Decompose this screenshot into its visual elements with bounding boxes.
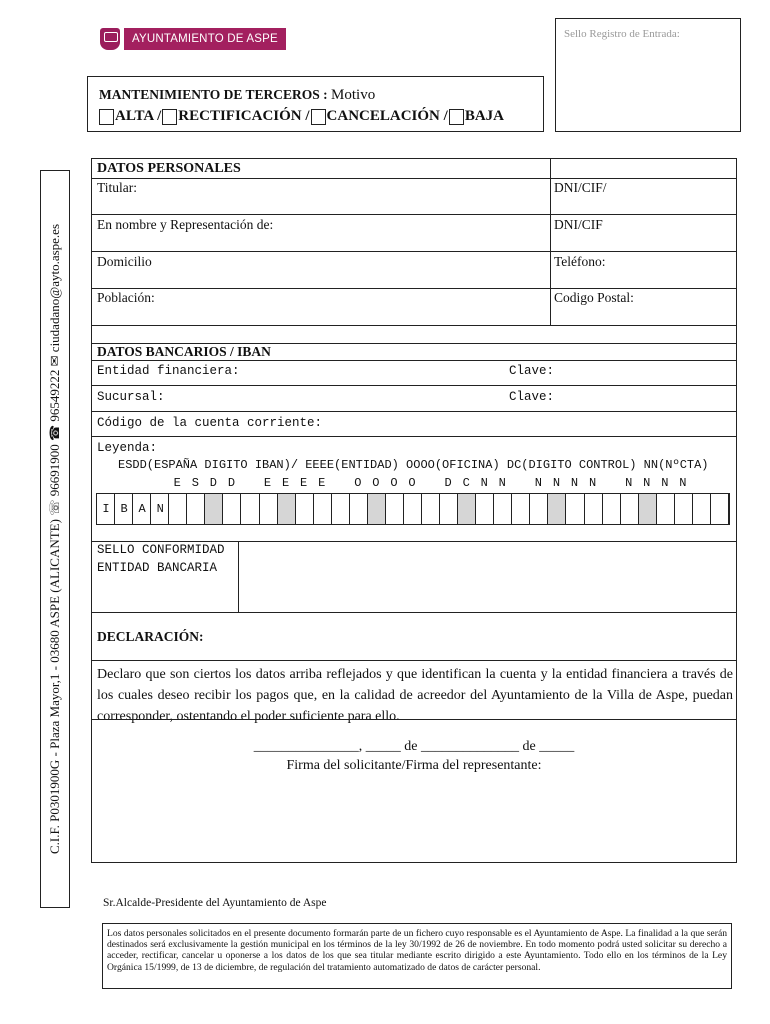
codigo-cuenta-field[interactable]: Código de la cuenta corriente: [97,416,323,430]
iban-cell[interactable] [621,494,639,524]
firma-label: Firma del solicitante/Firma del representante: [286,758,542,773]
iban-legend-letter: E [300,476,308,490]
leyenda-label: Leyenda: [97,441,158,455]
rectificacion-label: RECTIFICACIÓN / [178,108,310,124]
iban-legend-letter: N [679,476,687,490]
iban-cell[interactable] [440,494,458,524]
iban-legend-letter: N [570,476,579,490]
iban-legend-letter: N [625,476,633,490]
iban-legend-letter: N [588,476,597,490]
iban-cell[interactable] [603,494,621,524]
iban-cell[interactable] [548,494,566,524]
iban-cell[interactable] [260,494,278,524]
iban-legend-letter: O [390,476,398,490]
iban-legend-letter: C [462,476,470,490]
iban-legend-letter: O [354,476,362,490]
iban-legend-letter: N [661,476,669,490]
iban-prefix-letter: I [102,502,110,516]
motivo-options [98,108,504,125]
iban-legend-letter: N [480,476,488,490]
dni-cif-field-2[interactable]: DNI/CIF [554,217,603,232]
rectificacion-checkbox[interactable] [162,109,177,125]
cancelacion-label: CANCELACIÓN / [326,108,448,124]
iban-cell[interactable] [530,494,548,524]
iban-cell[interactable] [711,494,729,524]
sello-conformidad-label-2: ENTIDAD BANCARIA [97,561,218,575]
crest-icon [100,28,120,50]
cancelacion-checkbox[interactable] [311,109,326,125]
privacy-notice: Los datos personales solicitados en el presente documento formarán parte de un fichero cuyo responsable es el Ayuntamiento de Aspe. La finalidad a la que serán destinados será exclusivamente la gestión municipal en los términos de la ley 30/1992 de 26 de noviembre. En todo momento podrá usted solicitar su derecho a acceder, rectificar, cancelar u oponerse a los datos de los que sea titular mediante escrito dirigido a este Ayuntamiento. Todo ello en los términos de la Ley Orgánica 15/1999, de 13 de diciembre, de regulación del tratamiento automatizado de datos de carácter personal. [102,923,732,989]
iban-cell[interactable] [296,494,314,524]
leyenda-text: ESDD(ESPAÑA DIGITO IBAN)/ EEEE(ENTIDAD) OOOO(OFICINA) DC(DIGITO CONTROL) NN(NºCTA) [118,458,709,472]
iban-cell[interactable] [657,494,675,524]
sello-conformidad-label-1: SELLO CONFORMIDAD [97,543,225,557]
motivo-label: Motivo [331,87,376,103]
iban-cell[interactable] [241,494,259,524]
iban-cell[interactable] [422,494,440,524]
iban-cell[interactable] [476,494,494,524]
declaracion-text: Declaro que son ciertos los datos arriba reflejados y que identifican la cuenta y la entidad financiera a través de los cuales deseo recibir los pagos que, en la calidad de acreedor del Ayuntamiento de la Villa de Aspe, puedan corresponder, ostentando el poder suficiente para ello. [97,667,733,724]
entidad-financiera-field[interactable]: Entidad financiera: [97,364,240,378]
iban-cell[interactable] [458,494,476,524]
iban-cell[interactable] [278,494,296,524]
iban-legend-letter: E [318,476,326,490]
iban-cell[interactable] [386,494,404,524]
iban-legend-letter: O [408,476,416,490]
alcalde-line: Sr.Alcalde-Presidente del Ayuntamiento de Aspe [103,897,327,909]
poblacion-field[interactable]: Población: [97,290,155,305]
iban-legend-letter: D [444,476,452,490]
logo-text: AYUNTAMIENTO DE ASPE [124,28,286,50]
iban-cell[interactable] [368,494,386,524]
iban-legend-letter: N [534,476,542,490]
iban-cell[interactable] [332,494,350,524]
iban-prefix-letter: A [138,502,146,516]
clave-field-2[interactable]: Clave: [509,390,555,404]
iban-cell[interactable] [314,494,332,524]
iban-cell[interactable] [512,494,530,524]
domicilio-field[interactable]: Domicilio [97,254,152,269]
declaracion-heading: DECLARACIÓN: [97,629,204,644]
iban-cell[interactable] [350,494,368,524]
iban-cell[interactable] [187,494,205,524]
datos-personales-heading: DATOS PERSONALES [97,161,241,176]
representacion-field[interactable]: En nombre y Representación de: [97,217,274,232]
iban-legend-letter: E [173,476,181,490]
logo [100,27,286,51]
baja-checkbox[interactable] [449,109,464,125]
iban-legend-letter: N [498,476,506,490]
iban-legend-letter: E [263,476,272,490]
iban-legend-row [92,475,732,492]
iban-legend-letter: O [372,476,380,490]
iban-cell[interactable] [566,494,584,524]
iban-cell[interactable] [693,494,711,524]
title-line [99,87,375,104]
iban-legend-letter: D [209,476,217,490]
iban-legend-letter: D [227,476,236,490]
iban-cell[interactable] [585,494,603,524]
iban-prefix-letter: N [156,502,164,516]
firma-date-line[interactable]: _______________, _____ de ______________ de _____ [253,739,575,754]
iban-cell[interactable] [675,494,693,524]
side-contact-strip [40,170,70,908]
iban-cell[interactable] [494,494,512,524]
iban-cell[interactable] [223,494,241,524]
alta-label: ALTA / [115,108,162,124]
iban-legend-letter: N [643,476,651,490]
titular-field[interactable]: Titular: [97,180,138,195]
codigo-postal-field[interactable]: Codigo Postal: [554,290,634,305]
iban-legend-letter: E [281,476,290,490]
iban-cell[interactable] [404,494,422,524]
clave-field-1[interactable]: Clave: [509,364,555,378]
iban-legend-letter: N [552,476,561,490]
sello-registro-box [555,18,741,132]
baja-label: BAJA [464,108,504,124]
iban-cell[interactable] [169,494,187,524]
datos-bancarios-heading: DATOS BANCARIOS / IBAN [97,344,271,359]
iban-legend-letter: S [191,476,199,490]
iban-grid[interactable] [96,493,730,525]
telefono-field[interactable]: Teléfono: [554,254,606,269]
sucursal-field[interactable]: Sucursal: [97,390,165,404]
alta-checkbox[interactable] [99,109,114,125]
iban-prefix-letter: B [120,502,128,516]
dni-cif-field-1[interactable]: DNI/CIF/ [554,180,607,195]
title-box [87,76,544,132]
side-contact-text: C.I.F. P0301900G - Plaza Mayor,1 - 03680 ASPE (ALICANTE) ☏ 96691900 ☎ 96549222 ✉ ciudadano@ayto.aspe.es [47,223,62,855]
iban-cell[interactable] [205,494,223,524]
form-frame [91,158,737,863]
iban-cell[interactable] [639,494,657,524]
sello-registro-label: Sello Registro de Entrada: [564,28,680,40]
form-title: MANTENIMIENTO DE TERCEROS : [99,87,328,102]
